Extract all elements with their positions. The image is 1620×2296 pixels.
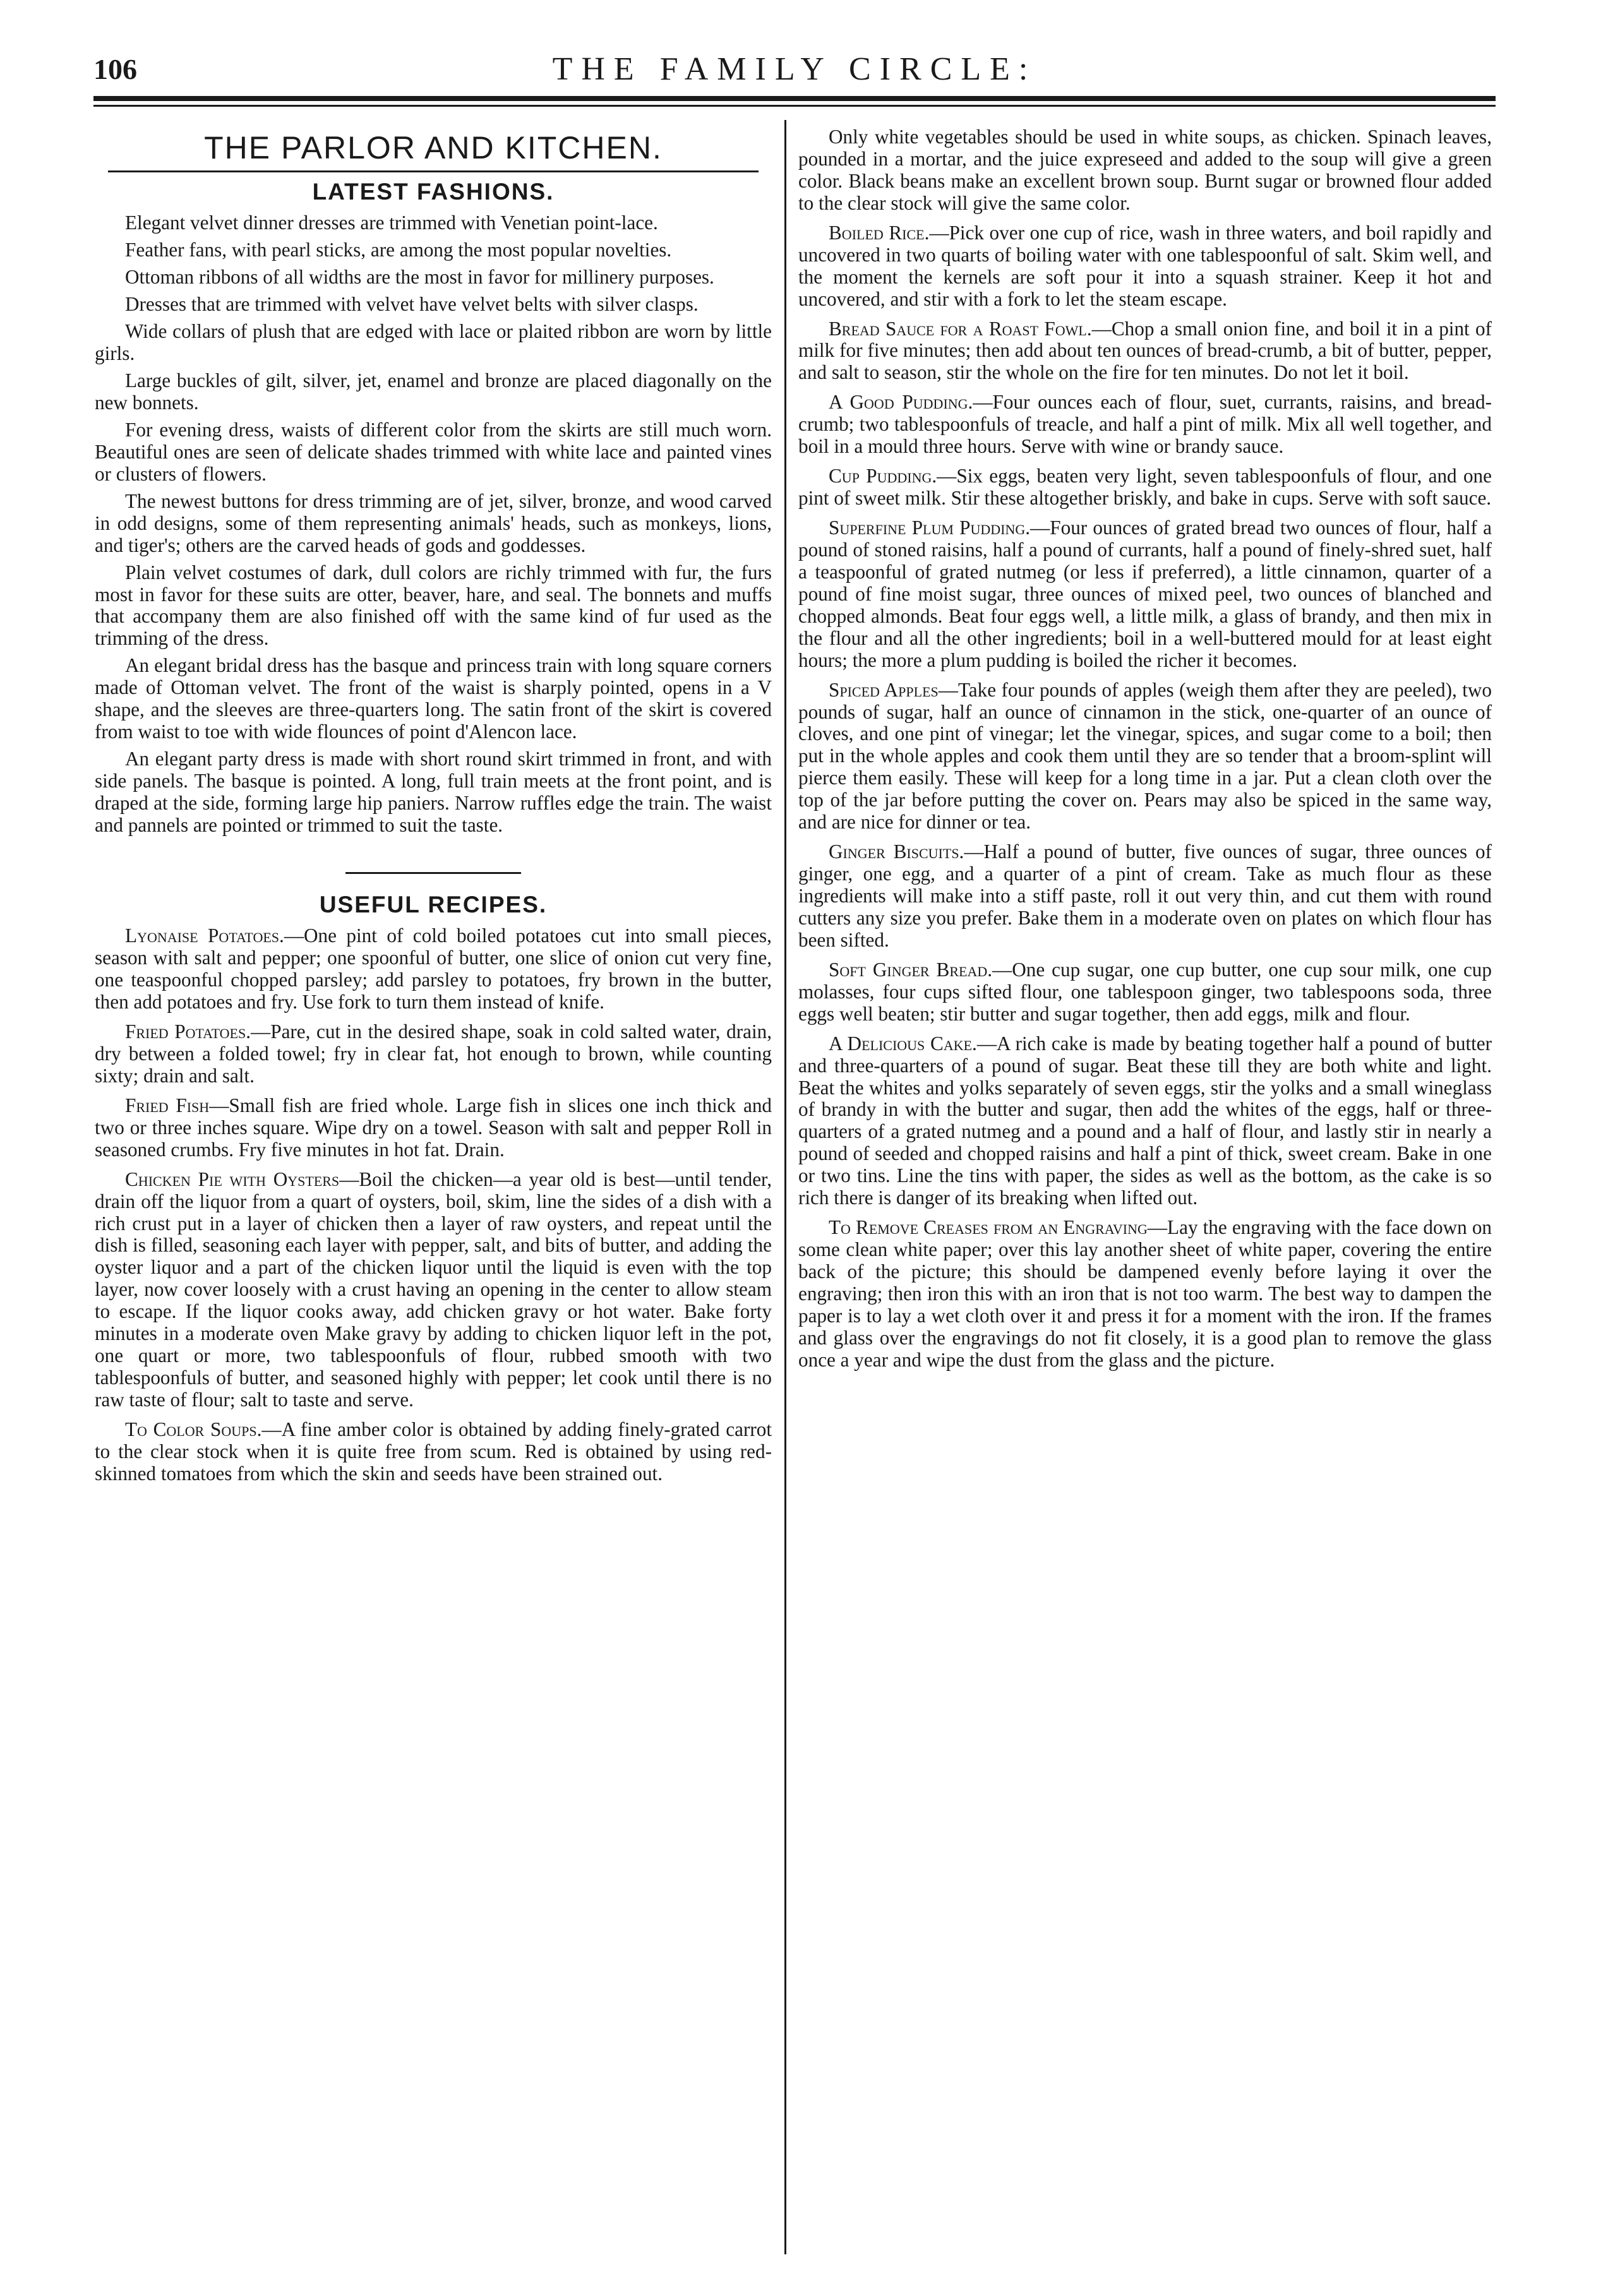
right-column bbox=[798, 126, 1492, 2252]
fashion-paragraph: Feather fans, with pearl sticks, are among the most popular novelties. bbox=[125, 239, 672, 261]
recipe-text: —Four ounces of grated bread two ounces of flour, half a pound of stoned raisins, half a pound of currants, half a pound of finely-shred suet, half a teaspoonful of grated nutmeg (or less if preferred), a little cinnamon, quarter of a pound of fine moist sugar, three ounces of mixed peel, two ounces of blanched and chopped almonds. Beat four eggs well, a little milk, a glass of brandy, and then mix in the flour and all the other ingredients; boil in a well-buttered mould for at least eight hours; the more a plum pudding is boiled the richer it becomes. bbox=[798, 517, 1492, 671]
column-divider bbox=[784, 120, 786, 2254]
recipe-text: —Six eggs, beaten very light, seven tablespoonfuls of flour, and one pint of sweet milk. Stir these altogether briskly, and bake in cups. Serve with soft sauce. bbox=[798, 465, 1492, 510]
recipe-title: Superfine Plum Pudding. bbox=[829, 517, 1031, 539]
fashion-paragraph: An elegant bridal dress has the basque and princess train with long square corners made of Ottoman velvet. The front of the waist is sharply pointed, opens in a V shape, and the sleeves are three-quarters long. The satin front of the skirt is covered from waist to toe with wide flounces of point d'Alencon lace. bbox=[95, 654, 772, 743]
recipe-item bbox=[798, 318, 1492, 385]
fashion-paragraph: Large buckles of gilt, silver, jet, enamel and bronze are placed diagonally on the new bonnets. bbox=[95, 369, 772, 414]
section-title: THE PARLOR AND KITCHEN. bbox=[204, 130, 663, 165]
recipe-title: Soft Ginger Bread. bbox=[829, 958, 993, 981]
recipe-text: —Lay the engraving with the face down on some clean white paper; over this lay another sheet of white paper, covering the entire back of the picture; this should be dampened evenly before laying it over the engraving; then iron this with an iron that is not too warm. The best way to dampen the paper is to lay a wet cloth over it and press it for a moment with the iron. If the frames and glass over the engravings do not fit closely, it is a good plan to remove the glass once a year and wipe the dust from the glass and the picture. bbox=[798, 1216, 1492, 1371]
recipe-text: —One pint of cold boiled potatoes cut into small pieces, season with salt and pepper; one spoonful of butter, one slice of onion cut very fine, one teaspoonful chopped parsley; add parsley to potatoes, fry brown in the butter, then add potatoes and fry. Use fork to turn them instead of knife. bbox=[95, 924, 772, 1013]
left-column bbox=[95, 126, 772, 2252]
recipe-title: Bread Sauce for a Roast Fowl. bbox=[829, 317, 1092, 340]
recipe-item bbox=[798, 392, 1492, 458]
fashions-heading: LATEST FASHIONS. bbox=[312, 179, 555, 205]
recipe-item bbox=[95, 1169, 772, 1411]
recipe-title: Chicken Pie with Oysters bbox=[125, 1168, 340, 1190]
recipe-item bbox=[798, 1217, 1492, 1372]
recipe-item bbox=[798, 959, 1492, 1025]
recipe-title: Lyonaise Potatoes. bbox=[125, 924, 284, 947]
header-rule-thin bbox=[93, 105, 1496, 107]
recipe-title: Boiled Rice. bbox=[829, 221, 930, 244]
recipe-title: Fried Fish bbox=[125, 1094, 210, 1116]
recipe-text: —A rich cake is made by beating together half a pound of butter and three-quarters of a pound of sugar. Beat these till they are both white and light. Beat the whites and yolks separately of seven eggs, stir the yolks and a small wineglass of brandy in with the butter and sugar, then add the whites of the eggs, half or three-quarters of a grated nutmeg and a pound and a half of flour, and lastly stir in nearly a pound of seeded and chopped raisins and half a pint of thick, sweet cream. Bake in one or two tins. Line the tins with paper, the sides as well as the bottom, as the cake is so rich there is danger of its breaking when lifted out. bbox=[798, 1032, 1492, 1209]
recipes-list bbox=[95, 925, 772, 1485]
recipe-title: A Good Pudding. bbox=[829, 391, 973, 414]
fashion-paragraph: Ottoman ribbons of all widths are the most in favor for millinery purposes. bbox=[125, 266, 714, 289]
recipe-title: A Delicious Cake. bbox=[829, 1032, 977, 1055]
recipe-text: —Half a pound of butter, five ounces of sugar, three ounces of ginger, one egg, and a quarter of a pint of cream. Take as much flour as these ingredients will make into a stiff paste, roll it out very thin, and cut them with round cutters any size you prefer. Bake them in a moderate oven on plates on which flour has been sifted. bbox=[798, 840, 1492, 951]
recipe-item bbox=[95, 1095, 772, 1161]
recipe-title: Spiced Apples bbox=[829, 678, 939, 701]
recipe-text: —Pare, cut in the desired shape, soak in cold salted water, drain, dry between a folded towel; fry in clear fat, hot enough to brown, while counting sixty; drain and salt. bbox=[95, 1020, 772, 1087]
recipe-item bbox=[95, 1021, 772, 1087]
running-title: THE FAMILY CIRCLE: bbox=[552, 51, 1037, 87]
recipe-text: —Small fish are fried whole. Large fish in slices one inch thick and two or three inches square. Wipe dry on a towel. Season with salt and pepper Roll in seasoned crumbs. Fry five minutes in hot fat. Drain. bbox=[95, 1094, 772, 1161]
fashion-paragraph: An elegant party dress is made with short round skirt trimmed in front, and with side panels. The basque is pointed. A long, full train meets at the front point, and is draped at the side, forming large hip paniers. Narrow ruffles edge the train. The waist and pannels are pointed or trimmed to suit the taste. bbox=[95, 748, 772, 836]
recipe-item bbox=[798, 517, 1492, 672]
recipe-item bbox=[95, 925, 772, 1013]
recipe-title: Ginger Biscuits. bbox=[829, 840, 964, 863]
recipe-title: Fried Potatoes. bbox=[125, 1020, 251, 1043]
recipe-title: To Remove Creases from an Engraving bbox=[829, 1216, 1148, 1239]
fashion-paragraph: The newest buttons for dress trimming are of jet, silver, bronze, and wood carved in odd designs, some of them representing animals' heads, such as monkeys, lions, and tiger's; others are the carved heads of gods and goddesses. bbox=[95, 489, 772, 556]
fashions-list bbox=[95, 212, 772, 836]
section-divider bbox=[345, 872, 522, 874]
recipe-title: Cup Pudding. bbox=[829, 465, 937, 487]
fashion-paragraph: For evening dress, waists of different color from the skirts are still much worn. Beautiful ones are seen of delicate shades trimmed with white lace and painted vines or clusters of flowers. bbox=[95, 418, 772, 485]
recipe-item bbox=[798, 679, 1492, 834]
recipe-text: —Four ounces each of flour, suet, currants, raisins, and bread-crumb; two tablespoonfuls of treacle, and half a pint of milk. Mix all well together, and boil in a mould three hours. Serve with wine or brandy sauce. bbox=[798, 391, 1492, 458]
continuation-paragraph: Only white vegetables should be used in white soups, as chicken. Spinach leaves, pounded in a mortar, and the juice expreseed and added to the soup will give a green color. Black beans make an excellent brown soup. Burnt sugar or browned flour added to the clear stock will give the same color. bbox=[798, 126, 1492, 214]
recipe-item bbox=[798, 465, 1492, 510]
recipe-item bbox=[798, 841, 1492, 952]
recipe-text: —Take four pounds of apples (weigh them after they are peeled), two pounds of sugar, half an ounce of cinnamon in the stick, one-quarter of an ounce of cloves, and one pint of vinegar; let the vinegar, spices, and sugar come to a boil; then put in the whole apples and cook them until they are so tender that a broom-splint will pierce them easily. These will keep for a long time in a jar. Put a clean cloth over the top of the jar before putting the cover on. Pears may also be spiced in the same way, and are nice for dinner or tea. bbox=[798, 678, 1492, 834]
header-rule-thick bbox=[93, 96, 1496, 101]
page-header bbox=[93, 44, 1496, 95]
fashion-paragraph: Plain velvet costumes of dark, dull colors are richly trimmed with fur, the furs most in favor for these suits are otter, beaver, hare, and seal. The bonnets and muffs that accompany them are also finished off with the same kind of fur used as the trimming of the dress. bbox=[95, 561, 772, 650]
recipe-item bbox=[798, 1033, 1492, 1210]
recipe-text: —Chop a small onion fine, and boil it in a pint of milk for five minutes; then add about ten ounces of bread-crumb, a bit of butter, pepper, and salt to season, stir the whole on the fire for ten minutes. Do not let it boil. bbox=[798, 317, 1492, 384]
fashion-paragraph: Wide collars of plush that are edged with lace or plaited ribbon are worn by little girls. bbox=[95, 320, 772, 365]
recipe-item bbox=[95, 1419, 772, 1485]
recipe-text: —A fine amber color is obtained by adding finely-grated carrot to the clear stock when it is quite free from scum. Red is obtained by using red-skinned tomatoes from which the skin and seeds have been strained out. bbox=[95, 1418, 772, 1485]
title-underline bbox=[108, 170, 758, 172]
recipe-item bbox=[798, 222, 1492, 311]
recipes-heading: USEFUL RECIPES. bbox=[319, 891, 548, 918]
page-number: 106 bbox=[93, 53, 137, 85]
recipe-text: —One cup sugar, one cup butter, one cup sour milk, one cup molasses, four cups sifted flour, one tablespoon ginger, two tablespoons soda, three eggs well beaten; stir butter and sugar together, then add eggs, milk and flour. bbox=[798, 958, 1492, 1025]
recipe-title: To Color Soups. bbox=[125, 1418, 262, 1440]
recipe-text: —Pick over one cup of rice, wash in three waters, and boil rapidly and uncovered in two quarts of boiling water with one tablespoonful of salt. Skim well, and the moment the kernels are soft pour it into a squash strainer. Keep it hot and uncovered, and stir with a fork to let the steam escape. bbox=[798, 221, 1492, 310]
recipe-text: —Boil the chicken—a year old is best—until tender, drain off the liquor from a quart of oysters, boil, skim, line the sides of a dish with a rich crust put in a layer of chicken then a layer of raw oysters, and repeat until the dish is filled, seasoning each layer with pepper, salt, and bits of butter, and adding the oyster liquor and a part of the chicken liquor until the liquid is even with the top layer, now cover loosely with a crust having an opening in the center to allow steam to escape. If the liquor cooks away, add chicken gravy or hot water. Bake forty minutes in a moderate oven Make gravy by adding to chicken liquor left in the pot, one quart or more, two tablespoonfuls of flour, rubbed smooth with two tablespoonfuls of butter, and seasoned highly with pepper; let cook until there is no raw taste of flour; salt to taste and serve. bbox=[95, 1168, 772, 1411]
fashion-paragraph: Dresses that are trimmed with velvet have velvet belts with silver clasps. bbox=[125, 293, 699, 316]
fashion-paragraph: Elegant velvet dinner dresses are trimmed with Venetian point-lace. bbox=[125, 212, 658, 234]
